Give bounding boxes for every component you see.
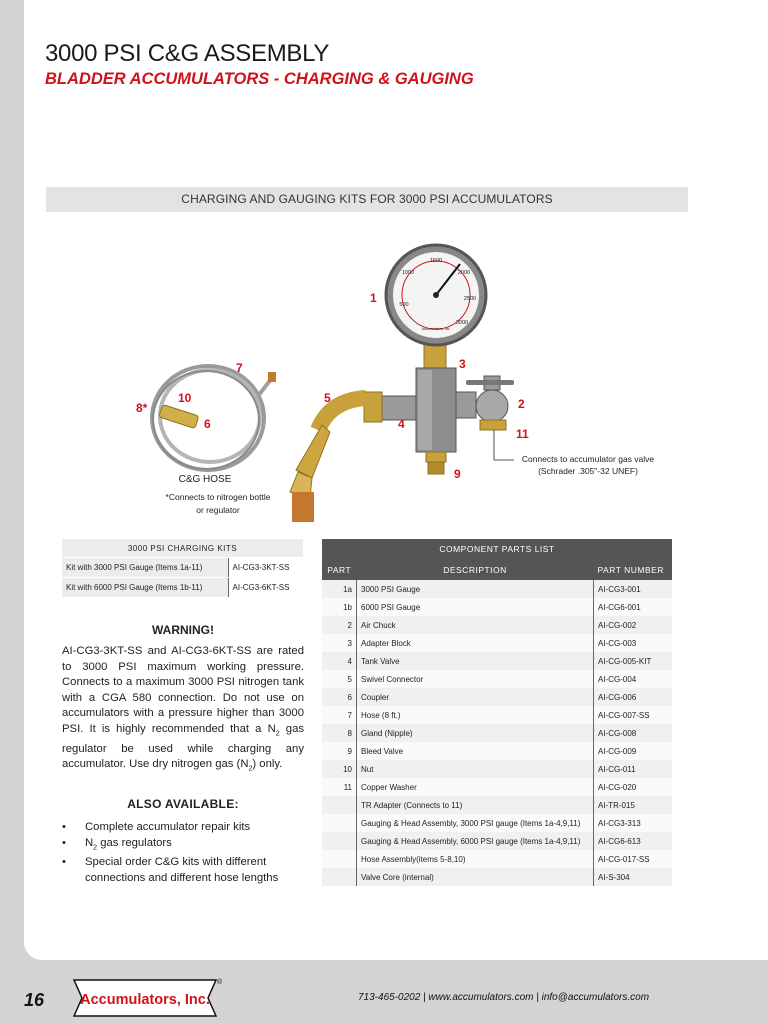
column-header-part: PART (322, 559, 357, 580)
part-description: Hose (8 ft.) (357, 706, 594, 724)
table-row (322, 652, 672, 670)
part-number: AI-CG-008 (594, 724, 673, 742)
part-description: Copper Washer (357, 778, 594, 796)
gauge-mark: 3000 (455, 320, 469, 326)
callout-11: 11 (516, 427, 529, 441)
charging-kits-table (62, 539, 303, 598)
hose-note-line2: or regulator (196, 505, 240, 515)
product-illustration (136, 232, 655, 522)
also-available-heading: ALSO AVAILABLE: (127, 797, 239, 811)
part-id: 5 (322, 670, 357, 688)
part-description: Nut (357, 760, 594, 778)
contact-info: 713-465-0202 | www.accumulators.com | info@accumulators.com (358, 992, 650, 1003)
part-id (322, 868, 357, 886)
component-parts-table (322, 539, 672, 886)
part-id: 1a (322, 580, 357, 598)
part-id (322, 850, 357, 868)
part-id (322, 796, 357, 814)
part-number: AI-CG-006 (594, 688, 673, 706)
table-row (322, 616, 672, 634)
part-id: 9 (322, 742, 357, 760)
gauge-maker: Accumulators, Inc. (421, 327, 451, 331)
kit-banner: CHARGING AND GAUGING KITS FOR 3000 PSI ACCUMULATORS (46, 187, 688, 212)
table-row (322, 634, 672, 652)
kit-part-number: AI-CG3-6KT-SS (228, 578, 303, 598)
part-number: AI-CG-002 (594, 616, 673, 634)
table-row (322, 760, 672, 778)
part-description: Air Chuck (357, 616, 594, 634)
table-row (322, 796, 672, 814)
callout-1: 1 (370, 291, 377, 305)
valve-note-line1: Connects to accumulator gas valve (521, 454, 655, 464)
list-item: • $N_2$ gas regulators (62, 836, 304, 856)
table-row (322, 850, 672, 868)
callout-4: 4 (398, 417, 405, 431)
gauge-mark: 2500 (463, 296, 477, 302)
callout-2: 2 (518, 397, 525, 411)
part-description: Gauging & Head Assembly, 6000 PSI gauge (Items 1a-4,9,11) (357, 832, 594, 850)
part-id: 11 (322, 778, 357, 796)
part-id (322, 832, 357, 850)
part-id: 7 (322, 706, 357, 724)
table-row (322, 832, 672, 850)
hose-coupler (159, 404, 199, 428)
kit-desc: Kit with 6000 PSI Gauge (Items 1b-11) (62, 578, 228, 598)
part-description: Gauging & Head Assembly, 3000 PSI gauge (Items 1a-4,9,11) (357, 814, 594, 832)
gauge-mark: 1500 (429, 258, 443, 264)
kit-desc: Kit with 3000 PSI Gauge (Items 1a-11) (62, 558, 228, 578)
part-id (322, 814, 357, 832)
part-number: AI-CG-005-KIT (594, 652, 673, 670)
page-number: 16 (24, 990, 45, 1010)
table-row (322, 742, 672, 760)
warning-heading: WARNING! (152, 623, 214, 637)
callout-7: 7 (236, 361, 243, 375)
part-number: AI-CG-020 (594, 778, 673, 796)
part-description: TR Adapter (Connects to 11) (357, 796, 594, 814)
company-logo (66, 976, 224, 1020)
also-available-list (62, 820, 304, 886)
part-number: AI-CG-003 (594, 634, 673, 652)
warning-text: AI-CG3-3KT-SS and AI-CG3-6KT-SS are rated to 3000 PSI maximum working pressure. Connects to a maximum 3000 PSI nitrogen tank with a CGA 580 connection. Do not use on accumulators with a pressure higher than 3000 PSI. It is highly recommended that a $N_2$ gas regulator be used while charging any accumulator. Use dry nitrogen gas $(N_2)$ only. (62, 645, 305, 773)
part-number: AI-CG-004 (594, 670, 673, 688)
callout-6: 6 (204, 417, 211, 431)
part-number: AI-CG-007-SS (594, 706, 673, 724)
part-id: 8 (322, 724, 357, 742)
part-id: 6 (322, 688, 357, 706)
part-id: 2 (322, 616, 357, 634)
callout-8: 8* (136, 401, 148, 415)
table-row (322, 688, 672, 706)
page-subtitle: BLADDER ACCUMULATORS - CHARGING & GAUGING (45, 70, 474, 88)
table-row (322, 580, 672, 598)
kits-table-title: 3000 PSI CHARGING KITS (62, 539, 303, 558)
table-row (322, 778, 672, 796)
part-description: Coupler (357, 688, 594, 706)
svg-text:Accumulators, Inc.: Accumulators, Inc. (80, 992, 210, 1008)
gauge-mark: 500 (399, 302, 409, 308)
svg-text:®: ® (217, 979, 223, 986)
list-item: • Special order C&G kits with different connections and different hose lengths (62, 855, 304, 886)
part-number: AI-CG-009 (594, 742, 673, 760)
part-description: Valve Core (internal) (357, 868, 594, 886)
gauge-mark: 1000 (401, 270, 415, 276)
part-id: 10 (322, 760, 357, 778)
part-number: AI-TR-015 (594, 796, 673, 814)
table-row (322, 814, 672, 832)
part-number: AI-CG6-613 (594, 832, 673, 850)
callout-10: 10 (178, 391, 192, 405)
part-number: AI-CG3-313 (594, 814, 673, 832)
part-id: 3 (322, 634, 357, 652)
part-number: AI-CG3-001 (594, 580, 673, 598)
part-description: Tank Valve (357, 652, 594, 670)
kit-part-number: AI-CG3-3KT-SS (228, 558, 303, 578)
part-number: AI-S-304 (594, 868, 673, 886)
part-description: 3000 PSI Gauge (357, 580, 594, 598)
part-description: Gland (Nipple) (357, 724, 594, 742)
part-id: 4 (322, 652, 357, 670)
part-description: Bleed Valve (357, 742, 594, 760)
part-number: AI-CG-011 (594, 760, 673, 778)
valve-note-line2: (Schrader .305"-32 UNEF) (538, 466, 638, 476)
column-header-part-number: PART NUMBER (594, 559, 673, 580)
callout-9: 9 (454, 467, 461, 481)
part-description: Adapter Block (357, 634, 594, 652)
part-id: 1b (322, 598, 357, 616)
callout-3: 3 (459, 357, 466, 371)
table-row (322, 706, 672, 724)
page-title: 3000 PSI C&G ASSEMBLY (45, 40, 330, 67)
hose-note-line1: *Connects to nitrogen bottle (165, 492, 271, 502)
table-row (62, 558, 303, 578)
part-description: Swivel Connector (357, 670, 594, 688)
table-row (62, 578, 303, 598)
list-item: • Complete accumulator repair kits (62, 820, 304, 836)
gauge-mark: 2000 (457, 270, 471, 276)
part-description: 6000 PSI Gauge (357, 598, 594, 616)
parts-table-title: COMPONENT PARTS LIST (322, 539, 672, 559)
part-number: AI-CG6-001 (594, 598, 673, 616)
hose-label: C&G HOSE (178, 474, 232, 485)
part-description: Hose Assembly(items 5-8,10) (357, 850, 594, 868)
table-row (322, 598, 672, 616)
column-header-description: DESCRIPTION (357, 559, 594, 580)
table-row (322, 724, 672, 742)
table-row (322, 670, 672, 688)
table-row (322, 868, 672, 886)
callout-5: 5 (324, 391, 331, 405)
part-number: AI-CG-017-SS (594, 850, 673, 868)
